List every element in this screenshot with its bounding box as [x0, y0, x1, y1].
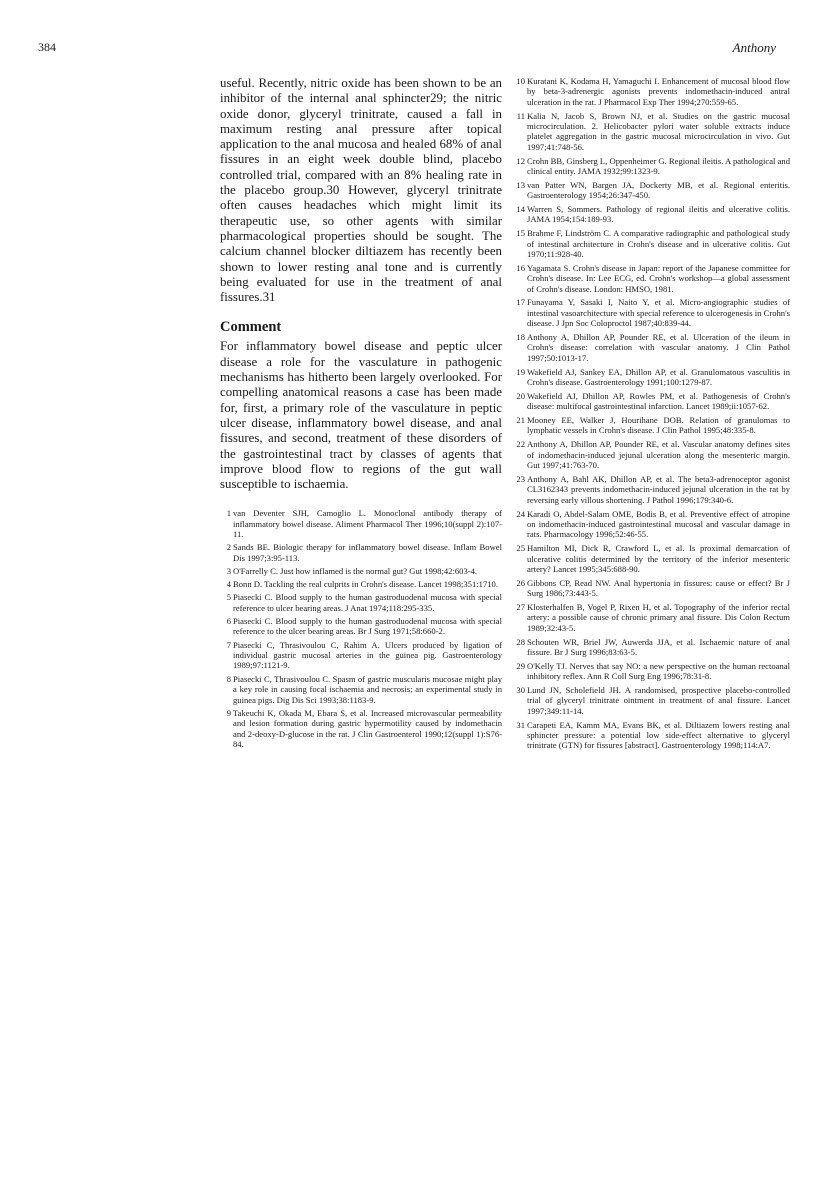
reference-number: 13: [516, 179, 525, 190]
comment-paragraph: For inflammatory bowel disease and peptic ulcer disease a role for the vasculature in pathogenic mechanisms has hitherto been largely overlooked. For compelling anatomical reasons a case has been made for, first, a primary role of the vasculature in peptic ulcer disease, inflammatory bowel disease, and anal fissures, and second, treatment of these disorders of the gastrointestinal tract by classes of agents that improve blood flow to regions of the gut wall susceptible to ischaemia.: [220, 339, 502, 492]
reference-item: [514, 391, 790, 412]
reference-item: [220, 640, 502, 671]
reference-item: [220, 579, 502, 589]
reference-item: [220, 592, 502, 613]
reference-item: [514, 439, 790, 470]
reference-text: Carapeti EA, Kamm MA, Evans BK, et al. Diltiazem lowers resting anal sphincter pressure: a potential low side-effect alternative to glyceryl trinitrate (GTN) for fissures [abstract]. Gastroenterology 1998;114:A7.: [527, 719, 790, 751]
reference-number: 2: [226, 542, 231, 553]
reference-text: Bonn D. Tackling the real culprits in Crohn's disease. Lancet 1998;351:1710.: [233, 579, 498, 590]
reference-text: Karadi O, Abdel-Salam OME, Bodis B, et al. Preventive effect of atropine on indomethacin-induced gastrointestinal mucosal and vascular damage in rats. Pharmacology 1996;52:46-55.: [527, 508, 790, 540]
reference-text: Wakefield AJ, Dhillon AP, Rowles PM, et al. Pathogenesis of Crohn's disease: multifocal gastrointestinal infarction. Lancet 1989;ii:1057-62.: [527, 390, 790, 412]
reference-number: 11: [516, 110, 525, 121]
page-number: 384: [38, 40, 56, 54]
reference-item: [514, 543, 790, 574]
intro-paragraph: useful. Recently, nitric oxide has been shown to be an inhibitor of the internal anal sphincter29; the nitric oxide donor, glyceryl trinitrate, caused a fall in maximum resting anal pressure after topical application to the anal mucosa and healed 68% of anal fissures in an eight week double blind, placebo controlled trial, compared with an 8% healing rate in the placebo group.30 However, glyceryl trinitrate often causes headaches which might limit its therapeutic use, so other agents with similar pharmacological properties should be sought. The calcium channel blocker diltiazem has recently been shown to lower resting anal tone and is currently being evaluated for use in the treatment of anal fissures.31: [220, 76, 502, 305]
reference-text: Piasecki C. Blood supply to the human gastroduodenal mucosa with special reference to ulcer bearing areas. J Anat 1974;118:295-335.: [233, 592, 502, 613]
reference-number: 27: [516, 601, 525, 612]
reference-text: Klosterhalfen B, Vogel P, Rixen H, et al. Topography of the inferior rectal artery: a possible cause of chronic primary anal fissure. Dis Colon Rectum 1989;32:43-5.: [527, 601, 790, 633]
reference-number: 26: [516, 577, 525, 588]
reference-text: Schouten WR, Briel JW, Auwerda JJA, et al. Ischaemic nature of anal fissure. Br J Surg 1996;83:63-5.: [527, 636, 790, 657]
reference-list-right: [514, 76, 790, 751]
reference-item: [220, 566, 502, 576]
reference-number: 15: [516, 228, 525, 239]
reference-number: 5: [226, 592, 231, 603]
reference-text: Hamilton MI, Dick R, Crawford L, et al. Is proximal demarcation of ulcerative colitis determined by the territory of the inferior mesenteric artery? Lancet 1995;345:688-90.: [527, 543, 790, 574]
reference-item: [220, 708, 502, 750]
reference-text: van Patter WN, Bargen JA, Dockerty MB, et al. Regional enteritis. Gastroenterology 1954;26:347-450.: [527, 179, 790, 201]
comment-heading: Comment: [220, 319, 282, 336]
reference-item: [514, 76, 790, 107]
reference-text: Yagamata S. Crohn's disease in Japan: report of the Japanese committee for Crohn's disease. In: Lee ECG, ed. Crohn's workshop—a global assessment of Crohn's disease. London: HMSO, 1981.: [527, 262, 790, 294]
reference-number: 6: [226, 616, 231, 627]
reference-text: Piasecki C, Thrasivoulou C. Spasm of gastric muscularis mucosae might play a key role in causing focal ischaemia and necrosis; an experimental study in guinea pigs. Dig Dis Sci 1993;38:1183-9.: [233, 673, 502, 705]
reference-text: Funayama Y, Sasaki I, Naito Y, et al. Micro-angiographic studies of intestinal vasoarchitecture with special reference to ulcerogenesis in Crohn's disease. J Jpn Soc Coloproctol 1987;40:839-44.: [527, 297, 790, 329]
reference-text: Anthony A, Bahl AK, Dhillon AP, et al. The beta3-adrenoceptor agonist CL3162343 prevents indomethacin-induced jejunal ulceration in the rat by reversing early villous shortening. J Pathol 1996;179:340-6.: [527, 473, 790, 505]
reference-item: [514, 509, 790, 540]
reference-number: 17: [516, 297, 525, 308]
reference-item: [514, 602, 790, 633]
reference-item: [514, 685, 790, 716]
reference-text: Piasecki C, Thrasivoulou C, Rahim A. Ulcers produced by ligation of individual gastric mucosal arteries in the guinea pig. Gastroenterology 1989;97:1121-9.: [233, 639, 502, 671]
reference-item: [220, 508, 502, 539]
reference-number: 3: [226, 566, 231, 577]
reference-text: Takeuchi K, Okada M, Ebara S, et al. Increased microvascular permeability and lesion formation during gastric hypermotility caused by indomethacin and 2-deoxy-D-glucose in the rat. J Clin Gastroenterol 1990;12(suppl 1):S76-84.: [233, 707, 502, 749]
reference-text: Sands BE. Biologic therapy for inflammatory bowel disease. Inflam Bowel Dis 1997;3:95-113.: [233, 542, 502, 563]
reference-text: Kuratani K, Kodama H, Yamaguchi I. Enhancement of mucosal blood flow by beta-3-adrenergic agonists prevents indomethacin-induced antral ulceration in the rat. J Pharmacol Exp Ther 1994;270:559-65.: [527, 76, 790, 107]
reference-text: Gibbons CP, Read NW. Anal hypertonia in fissures: cause or effect? Br J Surg 1986;73:443-5.: [527, 577, 790, 599]
reference-number: 9: [226, 707, 231, 718]
reference-item: [514, 661, 790, 682]
reference-number: 10: [516, 76, 525, 86]
reference-text: Wakefield AJ, Sankey EA, Dhillon AP, et al. Granulomatous vasculitis in Crohn's disease. Gastroenterology 1991;100:1279-87.: [527, 366, 790, 388]
left-column: [220, 76, 502, 752]
running-head: Anthony: [732, 40, 776, 55]
reference-item: [514, 263, 790, 294]
reference-number: 18: [516, 332, 525, 343]
reference-item: [220, 616, 502, 637]
reference-number: 30: [516, 684, 525, 695]
reference-item: [514, 228, 790, 259]
reference-number: 24: [516, 508, 525, 519]
reference-number: 16: [516, 262, 525, 273]
reference-number: 31: [516, 719, 525, 730]
reference-list-left: [220, 508, 502, 749]
reference-text: Lund JN, Scholefield JH. A randomised, prospective placebo-controlled trial of glyceryl trinitrate ointment in treatment of anal fissure. Lancet 1997;349:11-14.: [527, 684, 790, 716]
reference-number: 25: [516, 543, 525, 554]
reference-number: 7: [226, 639, 231, 650]
reference-number: 28: [516, 636, 525, 647]
reference-number: 8: [226, 673, 231, 684]
reference-number: 12: [516, 155, 525, 166]
reference-text: Anthony A, Dhillon AP, Pounder RE, et al. Vascular anatomy defines sites of indomethacin-induced jejunal ulceration along the mesenteric margin. Gut 1997;41:763-70.: [527, 439, 790, 471]
reference-text: Brahme F, Lindström C. A comparative radiographic and pathological study of intestinal architecture in Crohn's disease and in ulcerative colitis. Gut 1970;11:928-40.: [527, 228, 790, 260]
reference-number: 1: [226, 508, 231, 519]
reference-text: van Deventer SJH, Camoglio L. Monoclonal antibody therapy of inflammatory bowel disease. Aliment Pharmacol Ther 1996;10(suppl 2):107-11.: [233, 508, 502, 540]
reference-item: [514, 637, 790, 658]
reference-text: Kalia N, Jacob S, Brown NJ, et al. Studies on the gastric mucosal microcirculation. 2. Helicobacter pylori water soluble extracts induce platelet aggregation in the gastric mucosal microcirculation in vivo. Gut 1997;41:748-56.: [527, 110, 790, 152]
reference-item: [514, 156, 790, 177]
reference-number: 23: [516, 473, 525, 484]
reference-item: [220, 674, 502, 705]
reference-text: O'Kelly TJ. Nerves that say NO: a new perspective on the human rectoanal inhibitory reflex. Ann R Coll Surg Eng 1996;78:31-8.: [527, 660, 790, 682]
reference-number: 19: [516, 366, 525, 377]
reference-item: [514, 578, 790, 599]
reference-item: [514, 367, 790, 388]
reference-text: Crohn BB, Ginsberg L, Oppenheimer G. Regional ileitis. A pathological and clinical entity. JAMA 1932;99:1323-9.: [527, 155, 790, 177]
reference-item: [514, 111, 790, 153]
reference-number: 21: [516, 415, 525, 426]
reference-number: 20: [516, 390, 525, 401]
right-column: [514, 76, 790, 754]
reference-text: Anthony A, Dhillon AP, Pounder RE, et al. Ulceration of the ileum in Crohn's disease: correlation with vascular anatomy. J Clin Pathol 1997;50:1013-17.: [527, 332, 790, 363]
reference-item: [514, 332, 790, 363]
reference-text: Mooney EE, Walker J, Hourihane DOB. Relation of granulomas to lymphatic vessels in Crohn's disease. J Clin Pathol 1995;48:335-8.: [527, 415, 790, 436]
reference-item: [514, 415, 790, 436]
reference-text: Warren S, Sommers. Pathology of regional ileitis and ulcerative colitis. JAMA 1954;154:189-93.: [527, 204, 790, 225]
reference-number: 29: [516, 660, 525, 671]
reference-item: [220, 542, 502, 563]
reference-number: 4: [226, 579, 231, 590]
reference-number: 14: [516, 204, 525, 215]
reference-text: Piasecki C. Blood supply to the human gastroduodenal mucosa with special reference to the ulcer bearing areas. Br J Surg 1971;58:660-2.: [233, 616, 502, 637]
reference-number: 22: [516, 439, 525, 450]
reference-item: [514, 297, 790, 328]
reference-text: O'Farrelly C. Just how inflamed is the normal gut? Gut 1998;42:603-4.: [233, 566, 478, 577]
reference-item: [514, 180, 790, 201]
reference-item: [514, 474, 790, 505]
reference-item: [514, 204, 790, 225]
reference-item: [514, 720, 790, 751]
